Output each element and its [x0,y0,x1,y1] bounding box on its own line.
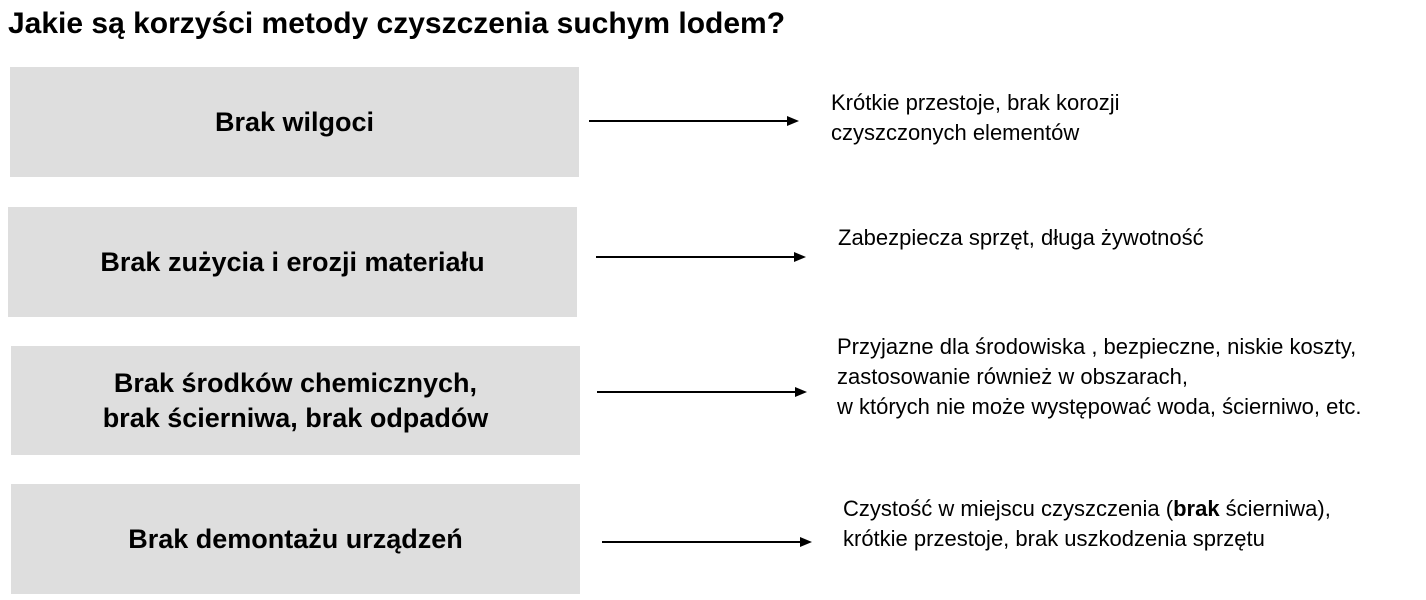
benefit-description-1-line-2 [831,118,1120,148]
arrow-right-icon [596,250,806,264]
benefit-box-3-line-1: Brak środków chemicznych, [113,367,478,398]
desc-text: Czystość w miejscu czyszczenia ( [843,496,1174,521]
desc-text: Zabezpiecza sprzęt, długa żywotność [838,225,1204,250]
desc-text: czyszczonych elementów [831,120,1080,145]
benefit-box-3 [11,346,580,455]
benefit-description-2 [838,223,1204,253]
desc-text: Krótkie przestoje, brak korozji [831,90,1120,115]
desc-text: ścierniwa), [1219,496,1331,521]
benefit-description-2-line-1 [838,223,1204,253]
benefit-description-1 [831,88,1120,148]
arrow-2 [596,250,806,264]
arrow-right-icon [589,114,799,128]
desc-text: w których nie może występować woda, ścierniwo, etc. [837,394,1362,419]
benefit-description-4-line-2 [843,524,1331,554]
benefit-box-4-line-1: Brak demontażu urządzeń [128,523,463,554]
benefit-description-4-line-1 [843,494,1331,524]
arrow-right-icon [602,535,812,549]
benefit-description-3-line-1 [837,332,1362,362]
benefit-box-1-line-1: Brak wilgoci [214,106,375,137]
benefit-box-4 [11,484,580,594]
desc-text: krótkie przestoje, brak uszkodzenia sprzętu [843,526,1265,551]
arrow-3 [597,385,807,399]
arrow-4 [602,535,812,549]
benefit-box-3-line-2: brak ścierniwa, brak odpadów [102,402,489,433]
desc-bold-text: brak [1173,496,1220,521]
benefit-description-1-line-1 [831,88,1120,118]
benefit-description-3-line-2 [837,362,1362,392]
arrow-right-icon [597,385,807,399]
desc-text: zastosowanie również w obszarach, [837,364,1188,389]
arrow-1 [589,114,799,128]
page-title: Jakie są korzyści metody czyszczenia suchym lodem? [8,7,786,40]
benefit-description-3 [837,332,1362,422]
benefit-description-4 [843,494,1331,554]
benefit-box-1 [10,67,579,177]
benefit-box-2-line-1: Brak zużycia i erozji materiału [100,246,485,277]
benefit-description-3-line-3 [837,392,1362,422]
benefit-box-2 [8,207,577,317]
desc-text: Przyjazne dla środowiska , bezpieczne, niskie koszty, [837,334,1357,359]
